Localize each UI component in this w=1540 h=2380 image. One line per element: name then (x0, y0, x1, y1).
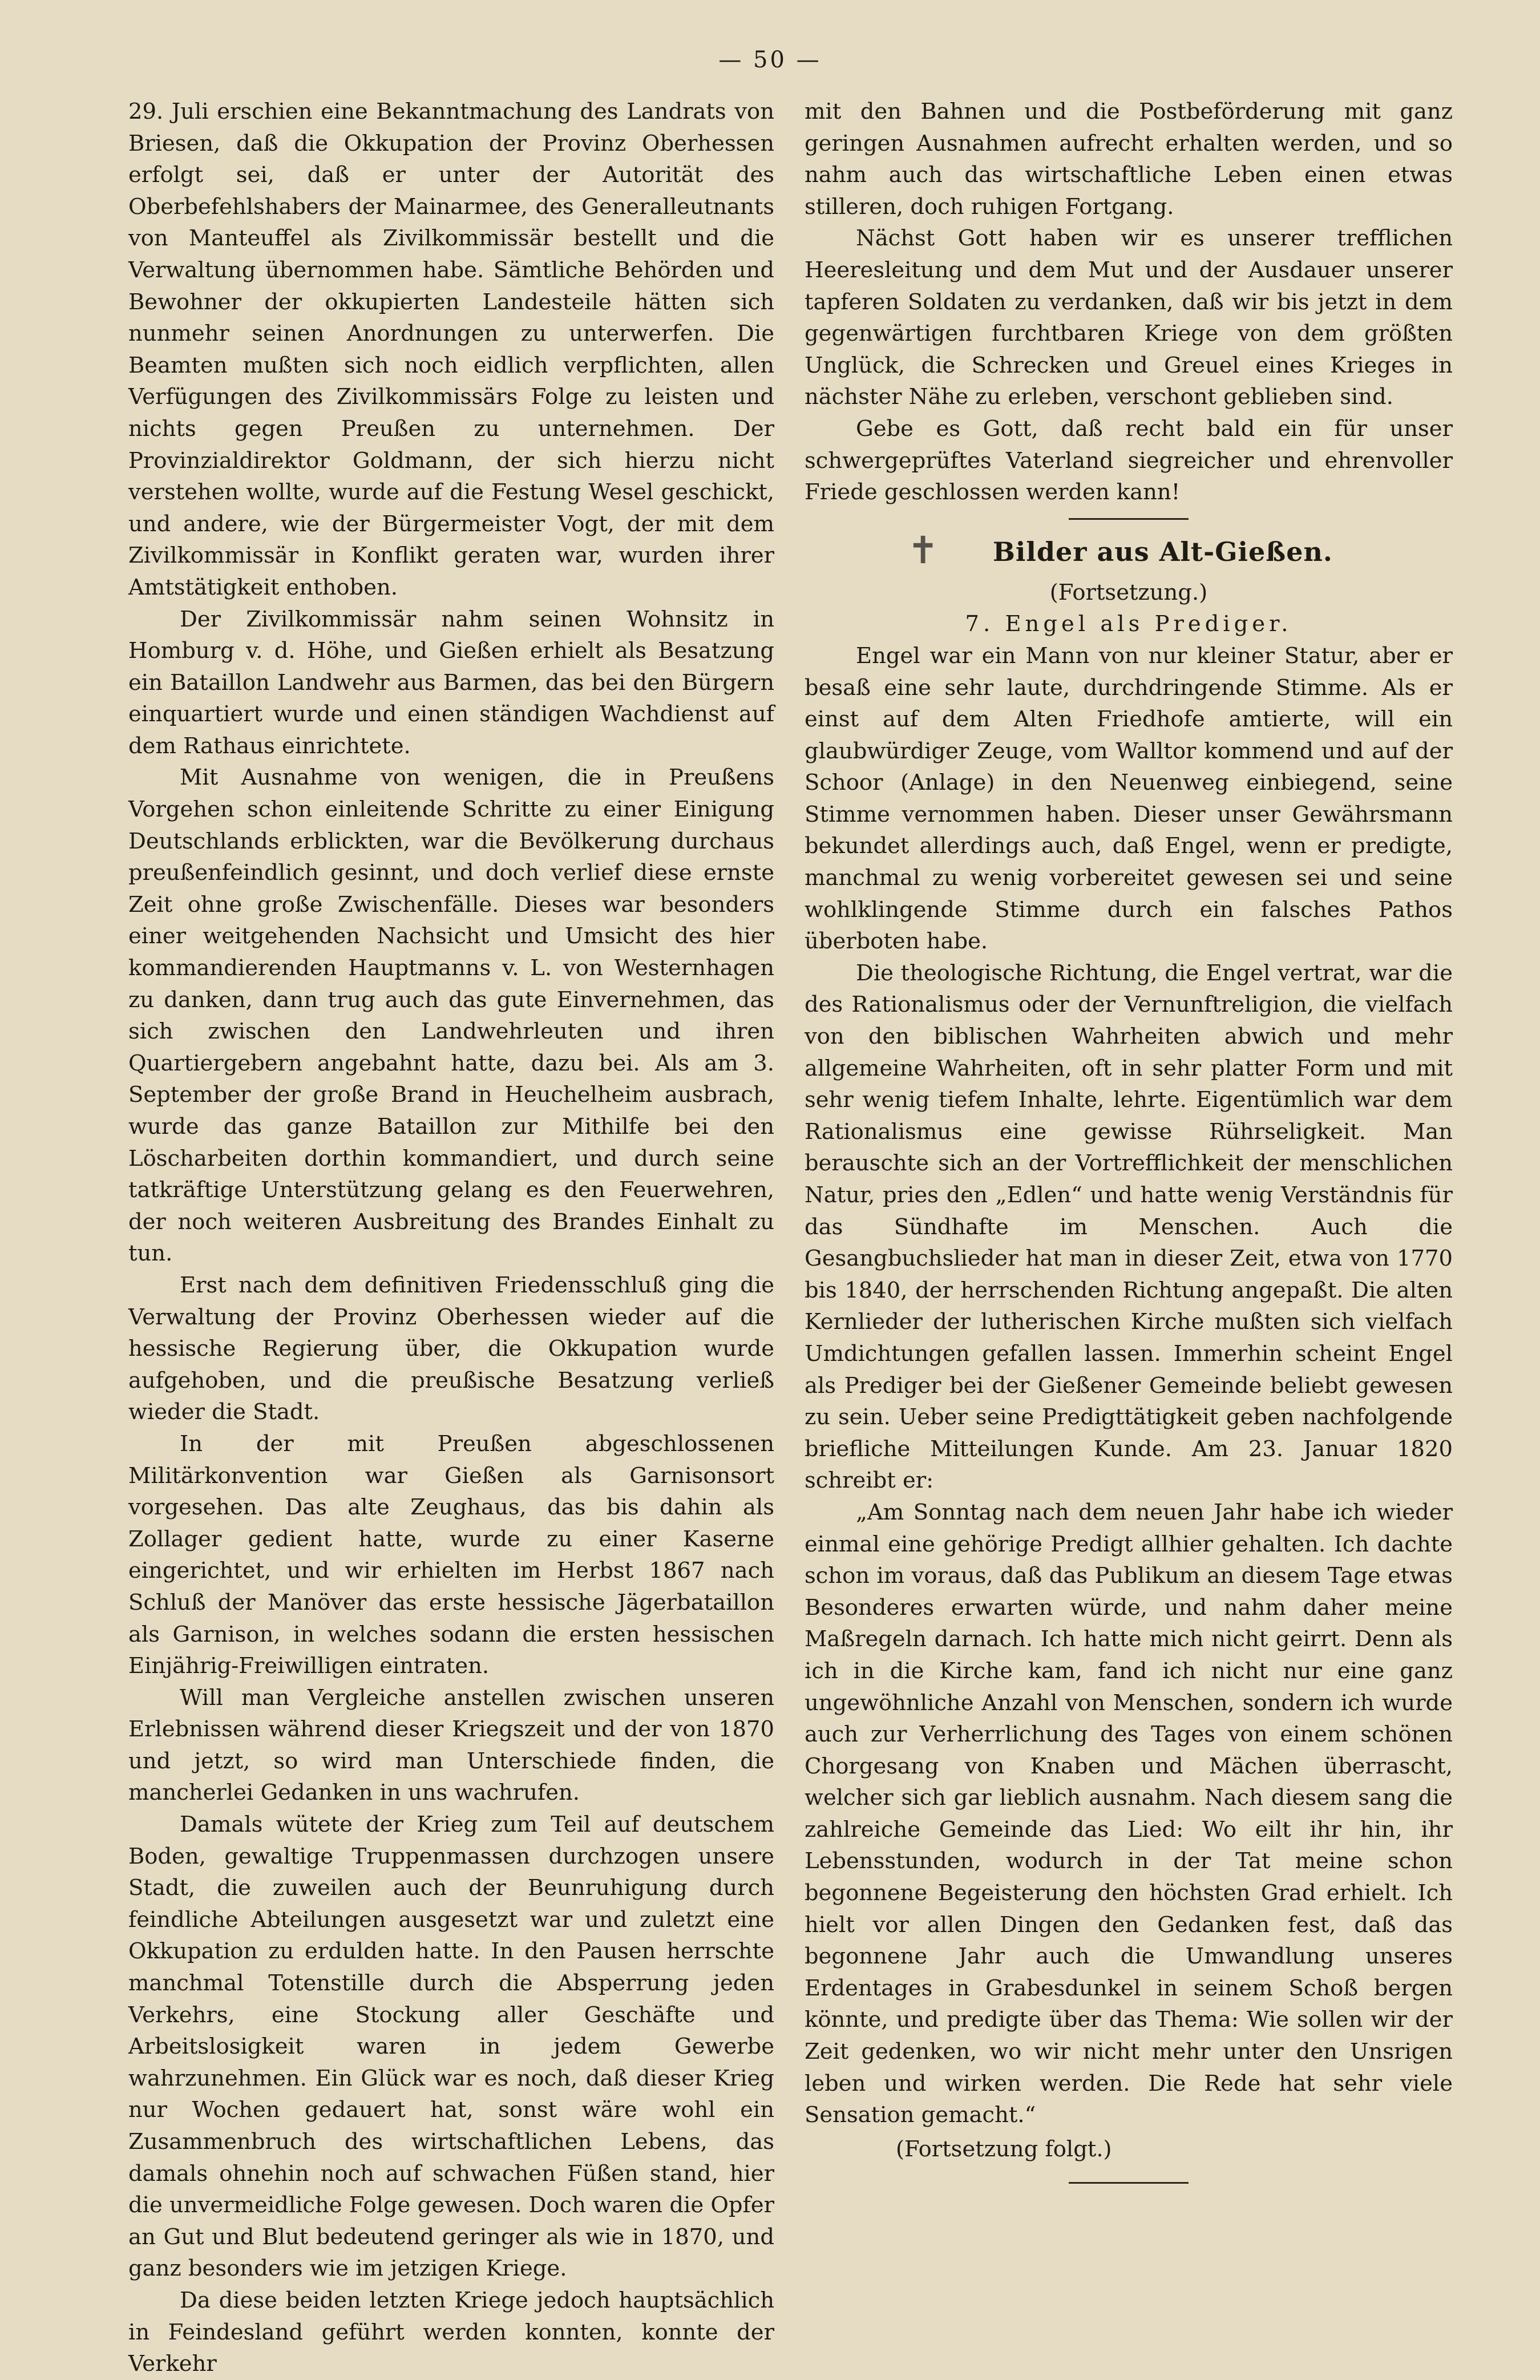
article-continuation: (Fortsetzung.) (1049, 579, 1208, 605)
left-paragraph-5: In der mit Preußen abgeschlossenen Militärkonvention war Gießen als Garnisonsort vorgesehen. Das alte Zeughaus, das bis dahin als Zollager gedient hatte, wurde zu einer Kaserne eingerichtet, und wir erhielten im Herbst 1867 nach Schluß der Manöver das erste hessische Jägerbataillon als Garnison, in welches sodann die ersten hessischen Einjährig-Freiwilligen eintraten. (128, 1431, 774, 1679)
end-divider (1069, 2182, 1189, 2184)
left-paragraph-8: Da diese beiden letzten Kriege jedoch hauptsächlich in Feindesland geführt werden konnten, konnte der Verkehr (128, 2287, 774, 2377)
right-paragraph-2: Nächst Gott haben wir es unserer trefflichen Heeresleitung und dem Mut und der Ausdauer unserer tapferen Soldaten zu verdanken, daß wir bis jetzt in dem gegenwärtigen furchtbaren Kriege von dem größten Unglück, die Schrecken und Greuel eines Krieges in nächster Nähe zu erleben, verschont geblieben sind. (805, 225, 1453, 410)
letter-quote (805, 1497, 1453, 2131)
article-paragraph-1: Engel war ein Mann von nur kleiner Statur, aber er besaß eine sehr laute, durchdringende Stimme. Als er einst auf dem Alten Friedhofe amtierte, will ein glaubwürdiger Zeuge, vom Walltor kommend und auf der Schoor (Anlage) in den Neuenweg einbiegend, seine Stimme vernommen haben. Dieser unser Gewährsmann bekundet allerdings auch, daß Engel, wenn er predigte, manchmal zu wenig vorbereitet gewesen sei und seine wohlklingende Stimme durch ein falsches Pathos überboten habe. (805, 643, 1453, 955)
left-paragraph-4: Erst nach dem definitiven Friedensschluß ging die Verwaltung der Provinz Oberhessen wieder auf die hessische Regierung über, die Okkupation wurde aufgehoben, und die preußische Besatzung verließ wieder die Stadt. (128, 1272, 774, 1425)
article-paragraph-2: Die theologische Richtung, die Engel vertrat, war die des Rationalismus oder der Vernunftreligion, die vielfach von den biblischen Wahrheiten abwich und mehr allgemeine Wahrheiten, oft in sehr platter Form und mit sehr wenig tiefem Inhalte, lehrte. Eigentümlich war dem Rationalismus eine gewisse Rührseligkeit. Man berauschte sich an der Vortrefflichkeit der menschlichen Natur, pries den „Edlen“ und hatte wenig Verständnis für das Sündhafte im Menschen. Auch die Gesangbuchslieder hat man in dieser Zeit, etwa von 1770 bis 1840, der herrschenden Richtung angepaßt. Die alten Kernlieder der lutherischen Kirche mußten sich vielfach Umdichtungen gefallen lassen. Immerhin scheint Engel als Prediger bei der Gießener Gemeinde beliebt gewesen zu sein. Ueber seine Predigttätigkeit geben nachfolgende briefliche Mitteilungen Kunde. Am 23. Januar 1820 schreibt er: (805, 960, 1453, 1494)
quote-paragraph: „Am Sonntag nach dem neuen Jahr habe ich wieder einmal eine gehörige Predigt allhier gehalten. Ich dachte schon im voraus, daß das Publikum an diesem Tage etwas Besonderes erwarten würde, und nahm daher meine Maßregeln darnach. Ich hatte mich nicht geirrt. Denn als ich in die Kirche kam, fand ich nicht nur eine ganz ungewöhnliche Anzahl von Menschen, sondern ich wurde auch zur Verherrlichung des Tages von einem schönen Chorgesang von Knaben und Mächen überrascht, welcher sich gar lieblich ausnahm. Nach diesem sang die zahlreiche Gemeinde das Lied: Wo eilt ihr hin, ihr Lebensstunden, wodurch in der Tat meine schon begonnene Begeisterung den höchsten Grad erhielt. Ich hielt vor allen Dingen den Gedanken fest, daß das begonnene Jahr auch die Umwandlung unseres Erdentages in Grabesdunkel in seinem Schoß bergen könnte, und predigte über das Thema: Wie sollen wir der Zeit gedenken, wo wir nicht mehr unter den Unsrigen leben und wirken werden. Die Rede hat sehr viele Sensation gemacht.“ (805, 1499, 1453, 2128)
left-column (128, 96, 774, 2380)
to-be-continued: (Fortsetzung folgt.) (896, 2136, 1112, 2162)
article-section-title: 7. Engel als Prediger. (965, 611, 1292, 637)
left-paragraph-6: Will man Vergleiche anstellen zwischen unseren Erlebnissen während dieser Kriegszeit und der von 1870 und jetzt, so wird man Unterschiede finden, die mancherlei Gedanken in uns wachrufen. (128, 1684, 774, 1806)
page-number: — 50 — (718, 47, 822, 73)
left-paragraph-2: Der Zivilkommissär nahm seinen Wohnsitz in Homburg v. d. Höhe, und Gießen erhielt als Besatzung ein Bataillon Landwehr aus Barmen, das bei den Bürgern einquartiert wurde und einen ständigen Wachdienst auf dem Rathaus einrichtete. (128, 606, 774, 759)
section-divider (1069, 518, 1189, 520)
left-paragraph-3: Mit Ausnahme von wenigen, die in Preußens Vorgehen schon einleitende Schritte zu einer Einigung Deutschlands erblickten, war die Bevölkerung durchaus preußenfeindlich gesinnt, und doch verlief diese ernste Zeit ohne große Zwischenfälle. Dieses war besonders einer weitgehenden Nachsicht und Umsicht des hier kommandierenden Hauptmanns v. L. von Westernhagen zu danken, dann trug auch das gute Einvernehmen, das sich zwischen den Landwehrleuten und ihren Quartiergebern angebahnt hatte, dazu bei. Als am 3. September der große Brand in Heuchelheim ausbrach, wurde das ganze Bataillon zur Mithilfe bei den Löscharbeiten dorthin kommandiert, und durch seine tatkräftige Unterstützung gelang es den Feuerwehren, der noch weiteren Ausbreitung des Brandes Einhalt zu tun. (128, 765, 774, 1267)
left-paragraph-1: 29. Juli erschien eine Bekanntmachung des Landrats von Briesen, daß die Okkupation der Provinz Oberhessen erfolgt sei, daß er unter der Autorität des Oberbefehlshabers der Mainarmee, des Generalleutnants von Manteuffel als Zivilkommissär bestellt und die Verwaltung übernommen habe. Sämtliche Behörden und Bewohner der okkupierten Landesteile hätten sich nunmehr seinen Anordnungen zu unterwerfen. Die Beamten mußten sich noch eidlich verpflichten, allen Verfügungen des Zivilkommissärs Folge zu leisten und nichts gegen Preußen zu unternehmen. Der Provinzialdirektor Goldmann, der sich hierzu nicht verstehen wollte, wurde auf die Festung Wesel geschickt, und andere, wie der Bürgermeister Vogt, der mit dem Zivilkommissär in Konflikt geraten war, wurden ihrer Amtstätigkeit enthoben. (128, 99, 774, 600)
right-paragraph-3: Gebe es Gott, daß recht bald ein für unser schwergeprüftes Vaterland siegreicher und ehrenvoller Friede geschlossen werden kann! (805, 415, 1453, 506)
cross-mark-icon: ✝ (907, 528, 939, 572)
left-paragraph-7: Damals wütete der Krieg zum Teil auf deutschem Boden, gewaltige Truppenmassen durchzogen unsere Stadt, die zuweilen auch der Beunruhigung durch feindliche Abteilungen ausgesetzt war und zuletzt eine Okkupation zu erdulden hatte. In den Pausen herrschte manchmal Totenstille durch die Absperrung jeden Verkehrs, eine Stockung aller Geschäfte und Arbeitslosigkeit waren in jedem Gewerbe wahrzunehmen. Ein Glück war es noch, daß dieser Krieg nur Wochen gedauert hat, sonst wäre wohl ein Zusammenbruch des wirtschaftlichen Lebens, das damals ohnehin noch auf schwachen Füßen stand, hier die unvermeidliche Folge gewesen. Doch waren die Opfer an Gut und Blut bedeutend geringer als wie in 1870, und ganz besonders wie im jetzigen Kriege. (128, 1812, 774, 2282)
right-column (805, 96, 1453, 2191)
article-title: Bilder aus Alt-Gießen. (993, 536, 1333, 567)
article-header (805, 527, 1453, 577)
right-paragraph-1: mit den Bahnen und die Postbeförderung mit ganz geringen Ausnahmen aufrecht erhalten werden, und so nahm auch das wirtschaftliche Leben einen etwas stilleren, doch ruhigen Fortgang. (805, 99, 1453, 220)
